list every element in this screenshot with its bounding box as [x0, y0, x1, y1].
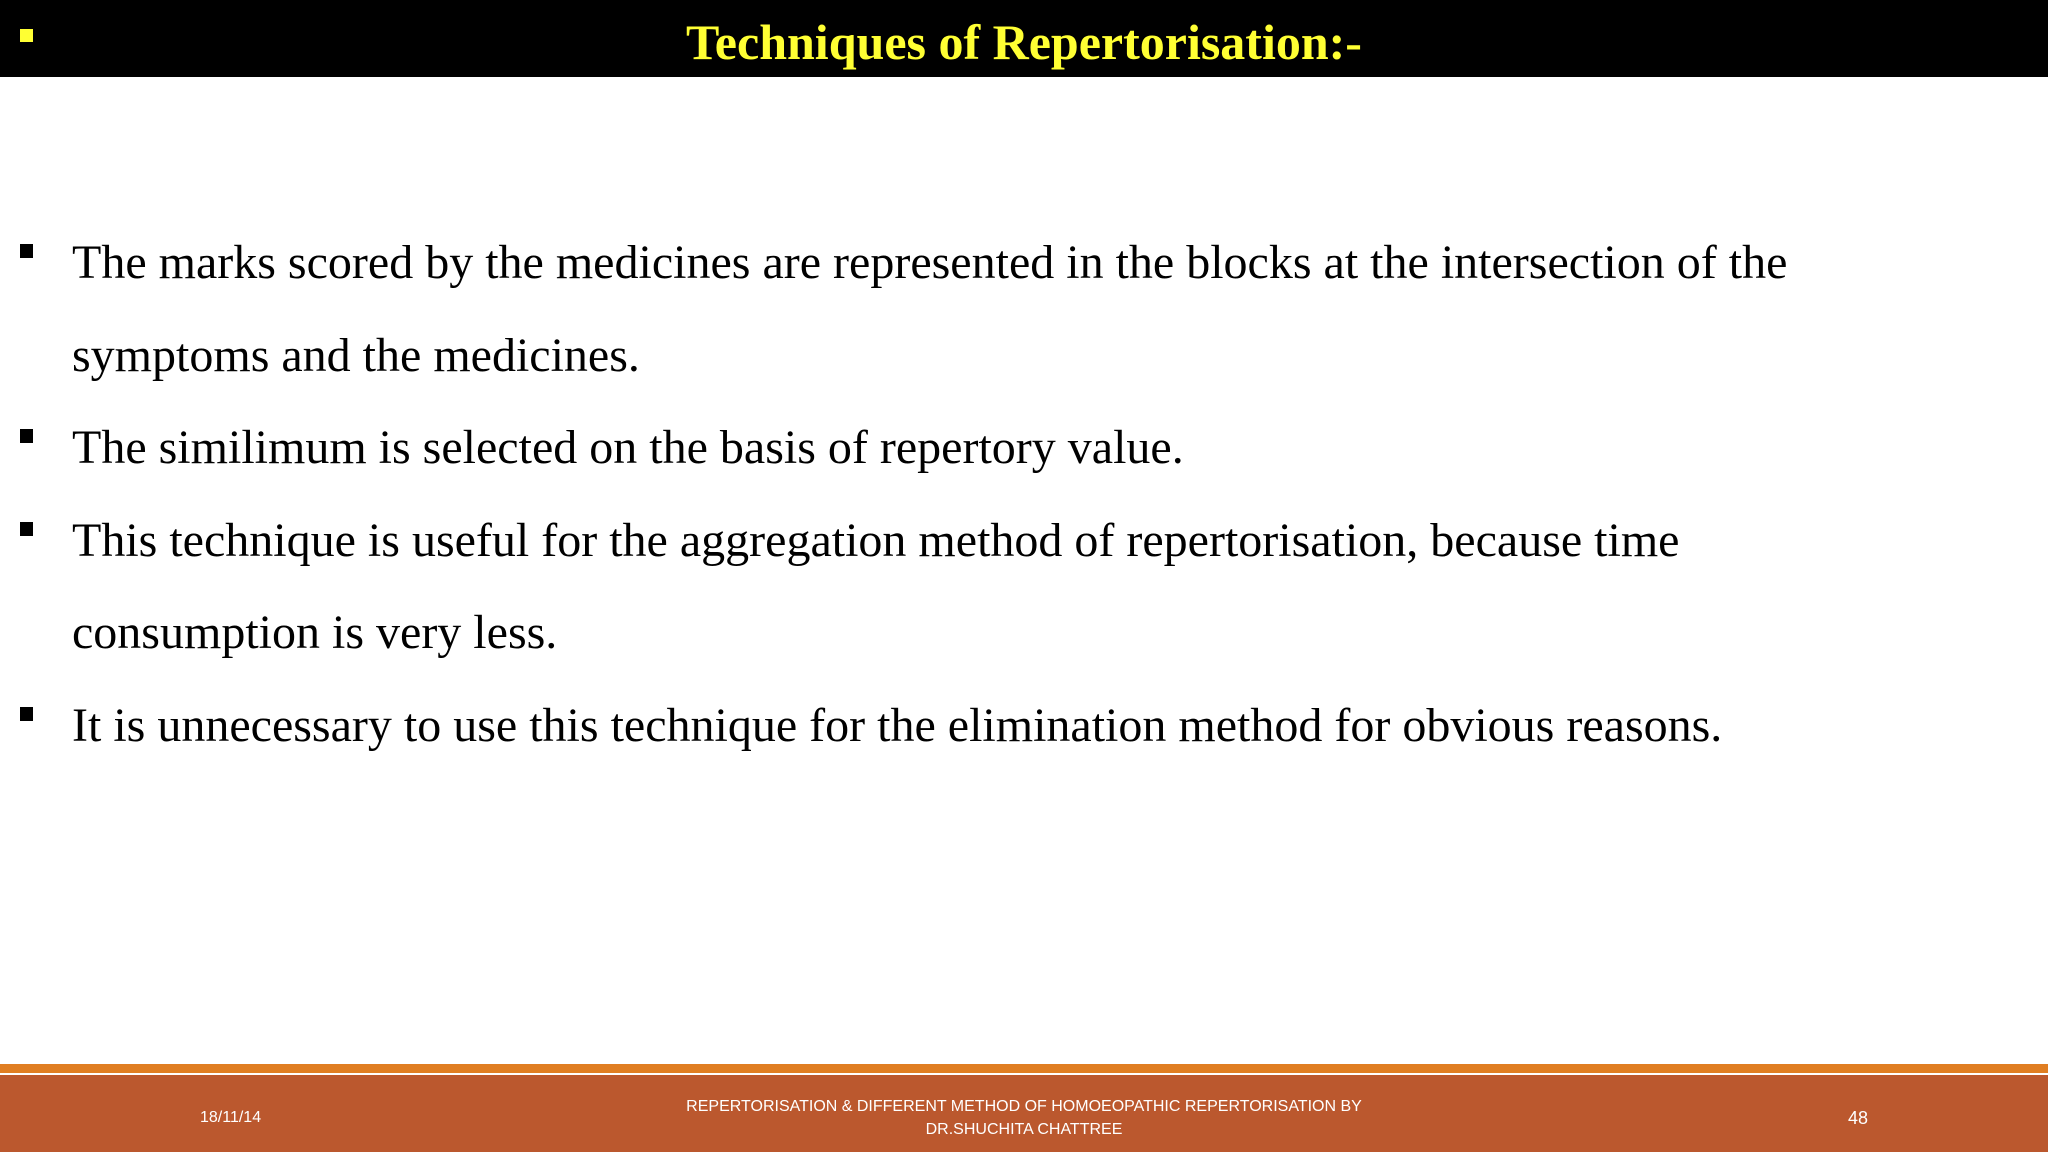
square-bullet-icon: [20, 429, 33, 443]
bullet-text: The marks scored by the medicines are represented in the blocks at the intersection of the symptoms and the medicines.: [72, 236, 1788, 382]
footer-title-line: DR.SHUCHITA CHATTREE: [925, 1121, 1123, 1138]
bullet-item: [0, 402, 1852, 495]
square-bullet-icon: [20, 522, 33, 536]
footer-date: 18/11/14: [200, 1109, 262, 1126]
slide-title: Techniques of Repertorisation:-: [686, 14, 1362, 70]
square-bullet-icon: [20, 244, 33, 258]
bullet-item: [0, 217, 1852, 402]
bullet-text: The similimum is selected on the basis of repertory value.: [72, 421, 1184, 474]
page-number: 48: [1848, 1108, 1869, 1128]
bullet-item: [0, 495, 1852, 680]
square-bullet-icon: [20, 707, 33, 721]
footer-title-line: REPERTORISATION & DIFFERENT METHOD OF HOMOEOPATHIC REPERTORISATION BY: [686, 1098, 1362, 1115]
footer-accent-line: [0, 1064, 2048, 1073]
title-bar: [0, 0, 2048, 77]
bullet-item: [0, 680, 1852, 773]
footer: [0, 1075, 2048, 1152]
bullet-text: This technique is useful for the aggregation method of repertorisation, because time consumption is very less.: [72, 513, 1680, 659]
bullet-list: [0, 217, 2048, 772]
footer-title: [560, 1095, 1488, 1141]
bullet-text: It is unnecessary to use this technique for the elimination method for obvious reasons.: [72, 698, 1723, 752]
